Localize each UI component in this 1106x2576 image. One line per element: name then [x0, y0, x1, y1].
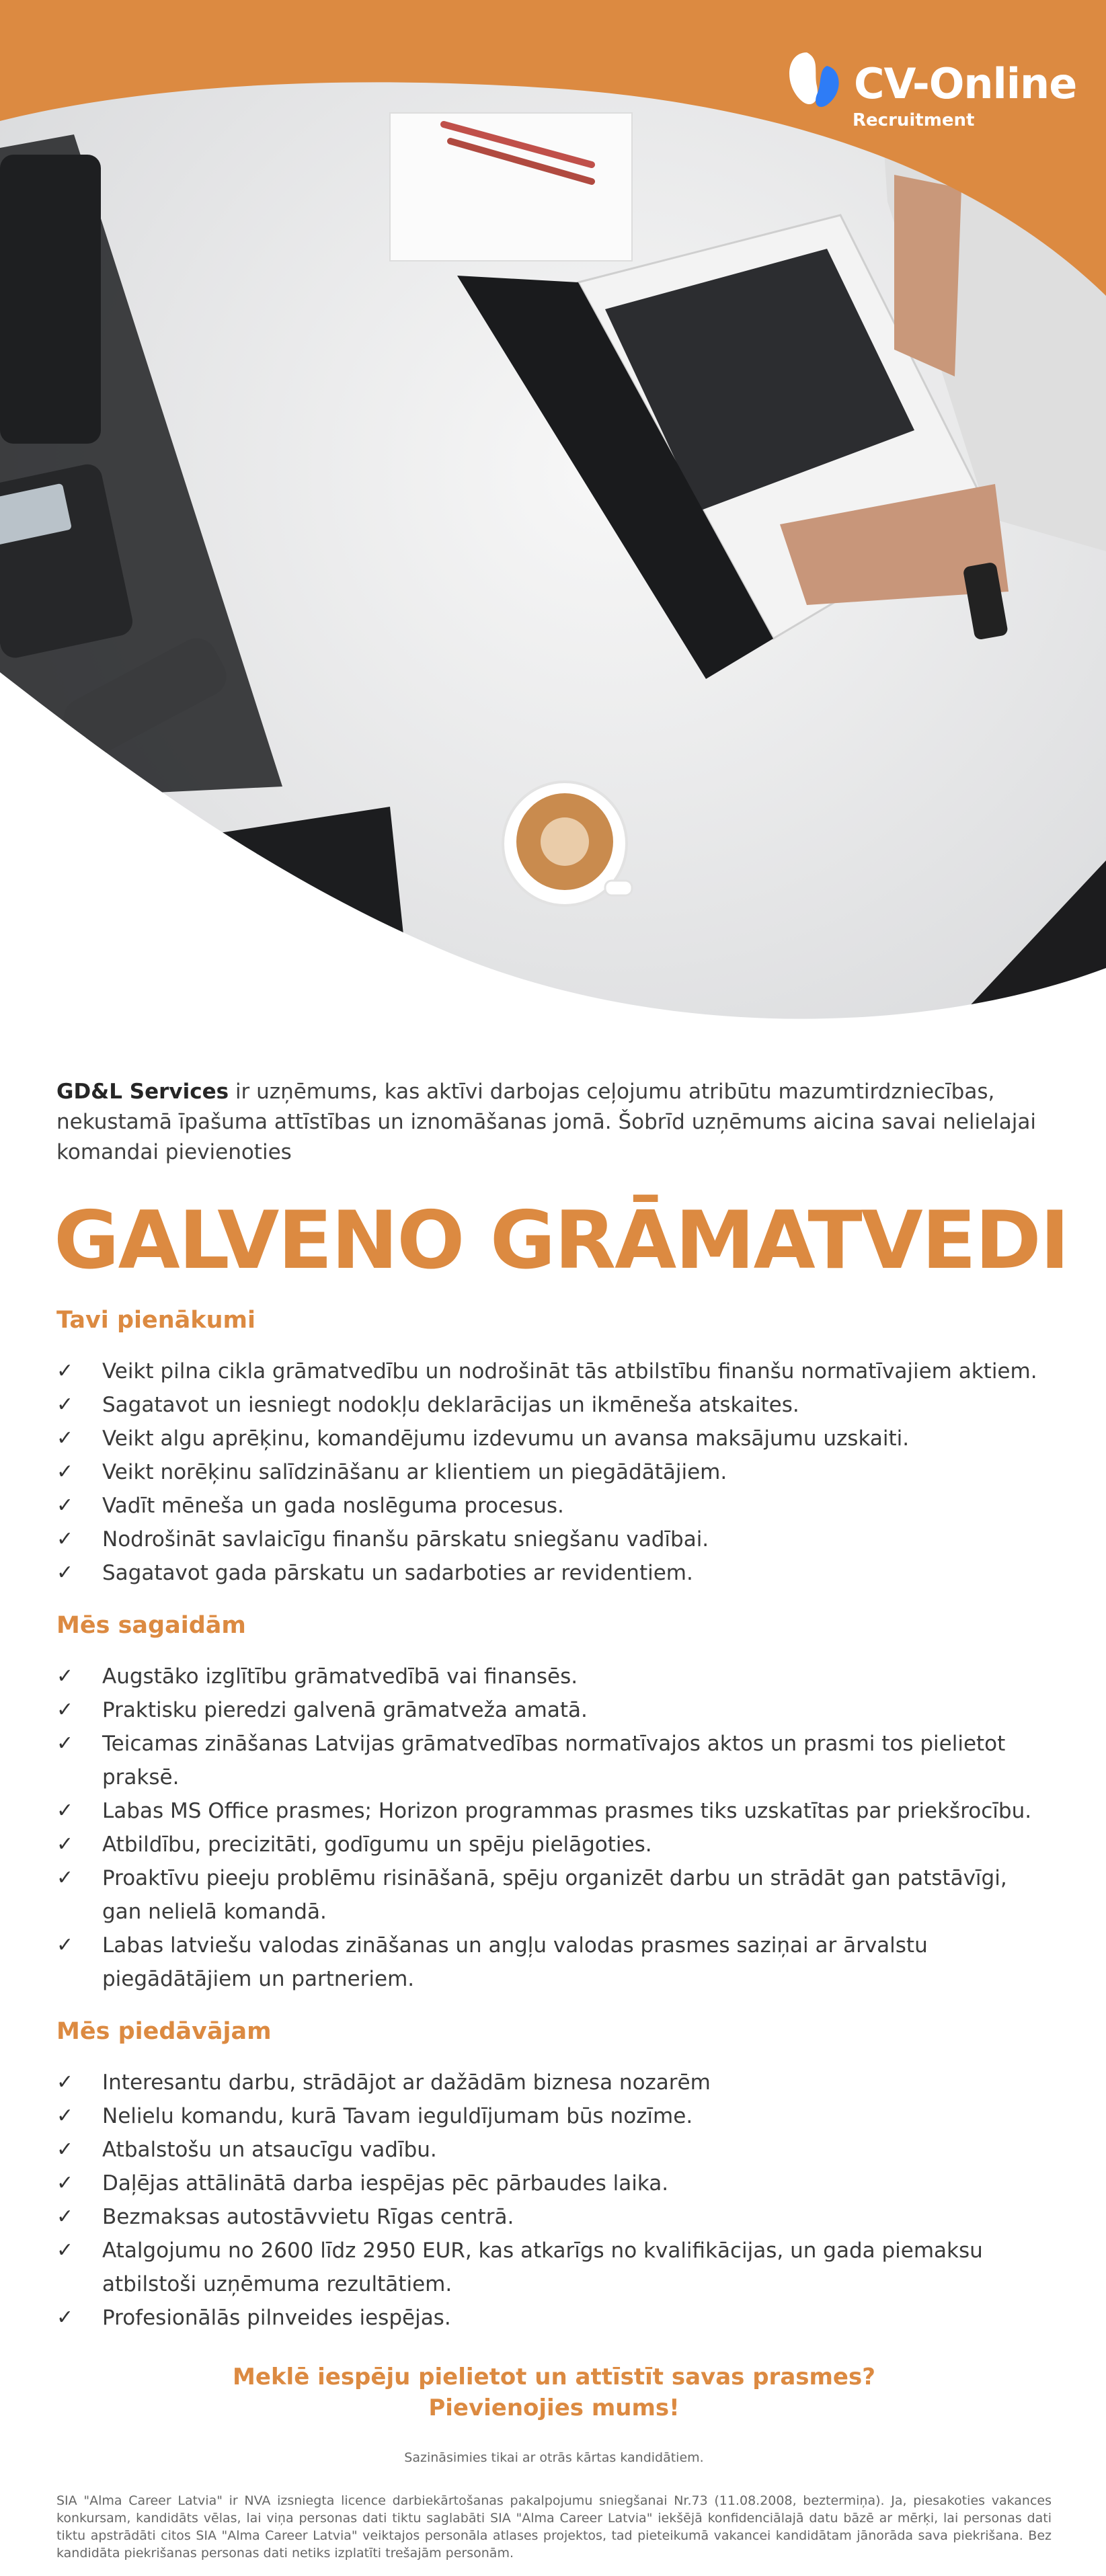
- logo-mark-icon: [780, 46, 847, 113]
- list-item: ✓ Augstāko izglītību grāmatvedībā vai finansēs.: [56, 1660, 1052, 1693]
- list-item: ✓ Veikt algu aprēķinu, komandējumu izdevumu un avansa maksājumu uzskaiti.: [56, 1422, 1052, 1455]
- list-item: ✓ Teicamas zināšanas Latvijas grāmatvedības normatīvajos aktos un prasmi tos pielietot praksē.: [56, 1727, 1052, 1794]
- check-icon: ✓: [56, 1527, 74, 1551]
- duties-heading: Tavi pienākumi: [56, 1307, 255, 1334]
- list-item: ✓ Proaktīvu pieeju problēmu risināšanā, spēju organizēt darbu un strādāt gan patstāvīgi, gan nelielā komandā.: [56, 1861, 1052, 1929]
- intro-text: ir uzņēmums, kas aktīvi darbojas ceļojumu atribūtu mazumtirdzniecības, nekustamā īpašuma attīstības un iznomāšanas jomā. Šobrīd uzņēmums aicina savai nelielajai komandai pievienoties: [56, 1080, 1036, 1164]
- check-icon: ✓: [56, 1359, 74, 1383]
- check-icon: ✓: [56, 1732, 74, 1755]
- check-icon: ✓: [56, 1799, 74, 1822]
- call-to-action: [56, 2362, 1052, 2423]
- list-item: ✓ Nodrošināt savlaicīgu finanšu pārskatu sniegšanu vadībai.: [56, 1523, 1052, 1556]
- check-icon: ✓: [56, 2306, 74, 2329]
- list-item: ✓ Profesionālās pilnveides iespējas.: [56, 2301, 1052, 2335]
- list-item: ✓ Praktisku pieredzi galvenā grāmatveža amatā.: [56, 1693, 1052, 1727]
- check-icon: ✓: [56, 1664, 74, 1688]
- list-item: ✓ Atbalstošu un atsaucīgu vadību.: [56, 2133, 1052, 2167]
- legal-disclaimer: SIA "Alma Career Latvia" ir NVA izsniegta licence darbiekārtošanas pakalpojumu sniegšanai Nr.73 (11.08.2008, beztermiņa). Ja, piesakoties vakances konkursam, kandidāts vēlas, lai viņa personas dati tiktu saglabāti SIA "Alma Career Latvia" iekšējā konfidenciālajā datu bāzē ar mērķi, lai personas dati tiktu apstrādāti citos SIA "Alma Career Latvia" veiktajos personāla atlases projektos, tad pieteikumā vakancei kandidātam jānorāda sava piekrišana. Bez kandidāta piekrišanas personas dati netiks izplatīti trešajām personām.: [56, 2493, 1052, 2561]
- check-icon: ✓: [56, 2070, 74, 2094]
- check-icon: ✓: [56, 1494, 74, 1517]
- check-icon: ✓: [56, 2104, 74, 2128]
- list-item: ✓ Atalgojumu no 2600 līdz 2950 EUR, kas atkarīgs no kvalifikācijas, un gada piemaksu atbilstoši uzņēmuma rezultātiem.: [56, 2234, 1052, 2301]
- duties-list: [56, 1355, 1052, 1590]
- check-icon: ✓: [56, 2205, 74, 2228]
- requirements-list: [56, 1660, 1052, 1996]
- check-icon: ✓: [56, 2239, 74, 2262]
- check-icon: ✓: [56, 1426, 74, 1450]
- list-item: ✓ Interesantu darbu, strādājot ar dažādām biznesa nozarēm: [56, 2066, 1052, 2099]
- list-item: ✓ Sagatavot un iesniegt nodokļu deklarācijas un ikmēneša atskaites.: [56, 1388, 1052, 1422]
- list-item: ✓ Sagatavot gada pārskatu un sadarboties ar revidentiem.: [56, 1556, 1052, 1590]
- check-icon: ✓: [56, 1561, 74, 1584]
- list-item: ✓ Nelielu komandu, kurā Tavam ieguldījumam būs nozīme.: [56, 2099, 1052, 2133]
- cta-line-1: Meklē iespēju pielietot un attīstīt savas prasmes?: [233, 2364, 875, 2390]
- check-icon: ✓: [56, 1833, 74, 1856]
- check-icon: ✓: [56, 1698, 74, 1722]
- cv-online-logo[interactable]: [780, 46, 1077, 140]
- list-item: ✓ Atbildību, precizitāti, godīgumu un spēju pielāgoties.: [56, 1828, 1052, 1861]
- list-item: ✓ Veikt pilna cikla grāmatvedību un nodrošināt tās atbilstību finanšu normatīvajiem aktiem.: [56, 1355, 1052, 1388]
- list-item: ✓ Bezmaksas autostāvvietu Rīgas centrā.: [56, 2200, 1052, 2234]
- check-icon: ✓: [56, 2138, 74, 2161]
- list-item: ✓ Labas MS Office prasmes; Horizon programmas prasmes tiks uzskatītas par priekšrocību.: [56, 1794, 1052, 1828]
- job-ad-content: [54, 1077, 1069, 2562]
- job-title: GALVENO GRĀMATVEDI: [54, 1195, 1069, 1287]
- requirements-heading: Mēs sagaidām: [56, 1612, 246, 1639]
- check-icon: ✓: [56, 1460, 74, 1484]
- cta-line-2: Pievienojies mums!: [428, 2394, 680, 2421]
- logo-name: CV-Online: [854, 59, 1077, 108]
- check-icon: ✓: [56, 2171, 74, 2195]
- company-name: GD&L Services: [56, 1080, 229, 1104]
- list-item: ✓ Labas latviešu valodas zināšanas un angļu valodas prasmes saziņai ar ārvalstu piegādātājiem un partneriem.: [56, 1929, 1052, 1996]
- check-icon: ✓: [56, 1866, 74, 1890]
- check-icon: ✓: [56, 1933, 74, 1957]
- offer-heading: Mēs piedāvājam: [56, 2018, 272, 2045]
- hero-image: [0, 0, 1106, 1049]
- list-item: ✓ Veikt norēķinu salīdzināšanu ar klientiem un piegādātājiem.: [56, 1455, 1052, 1489]
- offer-list: [56, 2066, 1052, 2335]
- intro-paragraph: [56, 1077, 1052, 1168]
- contact-note: Sazināsimies tikai ar otrās kārtas kandidātiem.: [404, 2450, 704, 2465]
- list-item: ✓ Vadīt mēneša un gada noslēguma procesus.: [56, 1489, 1052, 1523]
- hero-banner: [0, 0, 1106, 1049]
- check-icon: ✓: [56, 1393, 74, 1416]
- list-item: ✓ Daļējas attālinātā darba iespējas pēc pārbaudes laika.: [56, 2167, 1052, 2200]
- logo-subtitle: Recruitment: [853, 110, 975, 130]
